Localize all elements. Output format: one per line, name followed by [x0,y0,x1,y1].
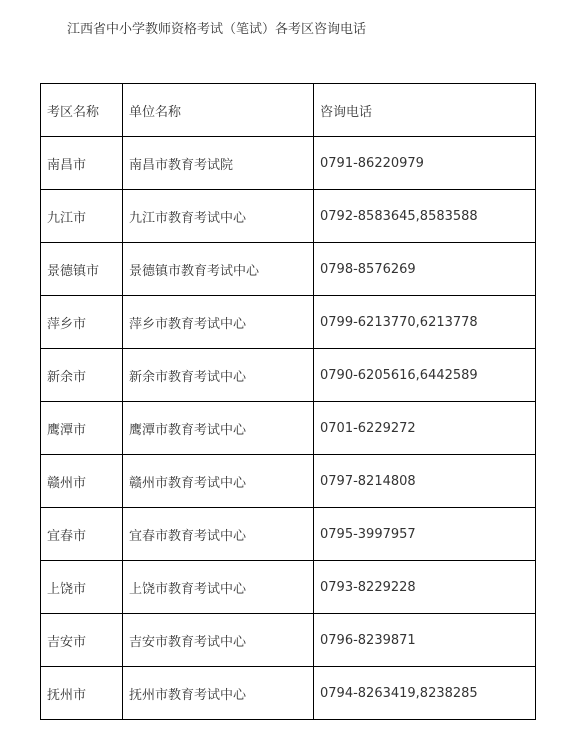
unit-name-cell: 南昌市教育考试院 [123,137,314,190]
table-row [41,561,536,614]
table-row [41,455,536,508]
table-row [41,614,536,667]
phone-cell: 0791-86220979 [314,137,536,190]
header-district-name: 考区名称 [41,84,123,137]
phone-cell: 0792-8583645,8583588 [314,190,536,243]
district-name-cell: 九江市 [41,190,123,243]
unit-name-cell: 九江市教育考试中心 [123,190,314,243]
phone-cell: 0798-8576269 [314,243,536,296]
table-row [41,667,536,720]
header-unit-name: 单位名称 [123,84,314,137]
table-row [41,137,536,190]
table-row [41,190,536,243]
unit-name-cell: 上饶市教育考试中心 [123,561,314,614]
unit-name-cell: 萍乡市教育考试中心 [123,296,314,349]
phone-cell: 0790-6205616,6442589 [314,349,536,402]
phone-cell: 0799-6213770,6213778 [314,296,536,349]
phone-cell: 0794-8263419,8238285 [314,667,536,720]
header-phone: 咨询电话 [314,84,536,137]
district-name-cell: 景德镇市 [41,243,123,296]
table-header-row [41,84,536,137]
unit-name-cell: 宜春市教育考试中心 [123,508,314,561]
district-name-cell: 赣州市 [41,455,123,508]
page-title: 江西省中小学教师资格考试（笔试）各考区咨询电话 [67,22,367,37]
phone-cell: 0793-8229228 [314,561,536,614]
unit-name-cell: 赣州市教育考试中心 [123,455,314,508]
table-row [41,296,536,349]
unit-name-cell: 吉安市教育考试中心 [123,614,314,667]
district-name-cell: 吉安市 [41,614,123,667]
district-name-cell: 萍乡市 [41,296,123,349]
district-name-cell: 上饶市 [41,561,123,614]
phone-cell: 0797-8214808 [314,455,536,508]
unit-name-cell: 鹰潭市教育考试中心 [123,402,314,455]
table-row [41,402,536,455]
district-name-cell: 鹰潭市 [41,402,123,455]
district-name-cell: 抚州市 [41,667,123,720]
table-row [41,508,536,561]
phone-cell: 0701-6229272 [314,402,536,455]
table-row [41,349,536,402]
district-name-cell: 南昌市 [41,137,123,190]
district-name-cell: 宜春市 [41,508,123,561]
phone-cell: 0795-3997957 [314,508,536,561]
unit-name-cell: 景德镇市教育考试中心 [123,243,314,296]
unit-name-cell: 新余市教育考试中心 [123,349,314,402]
table-row [41,243,536,296]
consultation-phone-table [40,83,536,720]
phone-cell: 0796-8239871 [314,614,536,667]
unit-name-cell: 抚州市教育考试中心 [123,667,314,720]
district-name-cell: 新余市 [41,349,123,402]
